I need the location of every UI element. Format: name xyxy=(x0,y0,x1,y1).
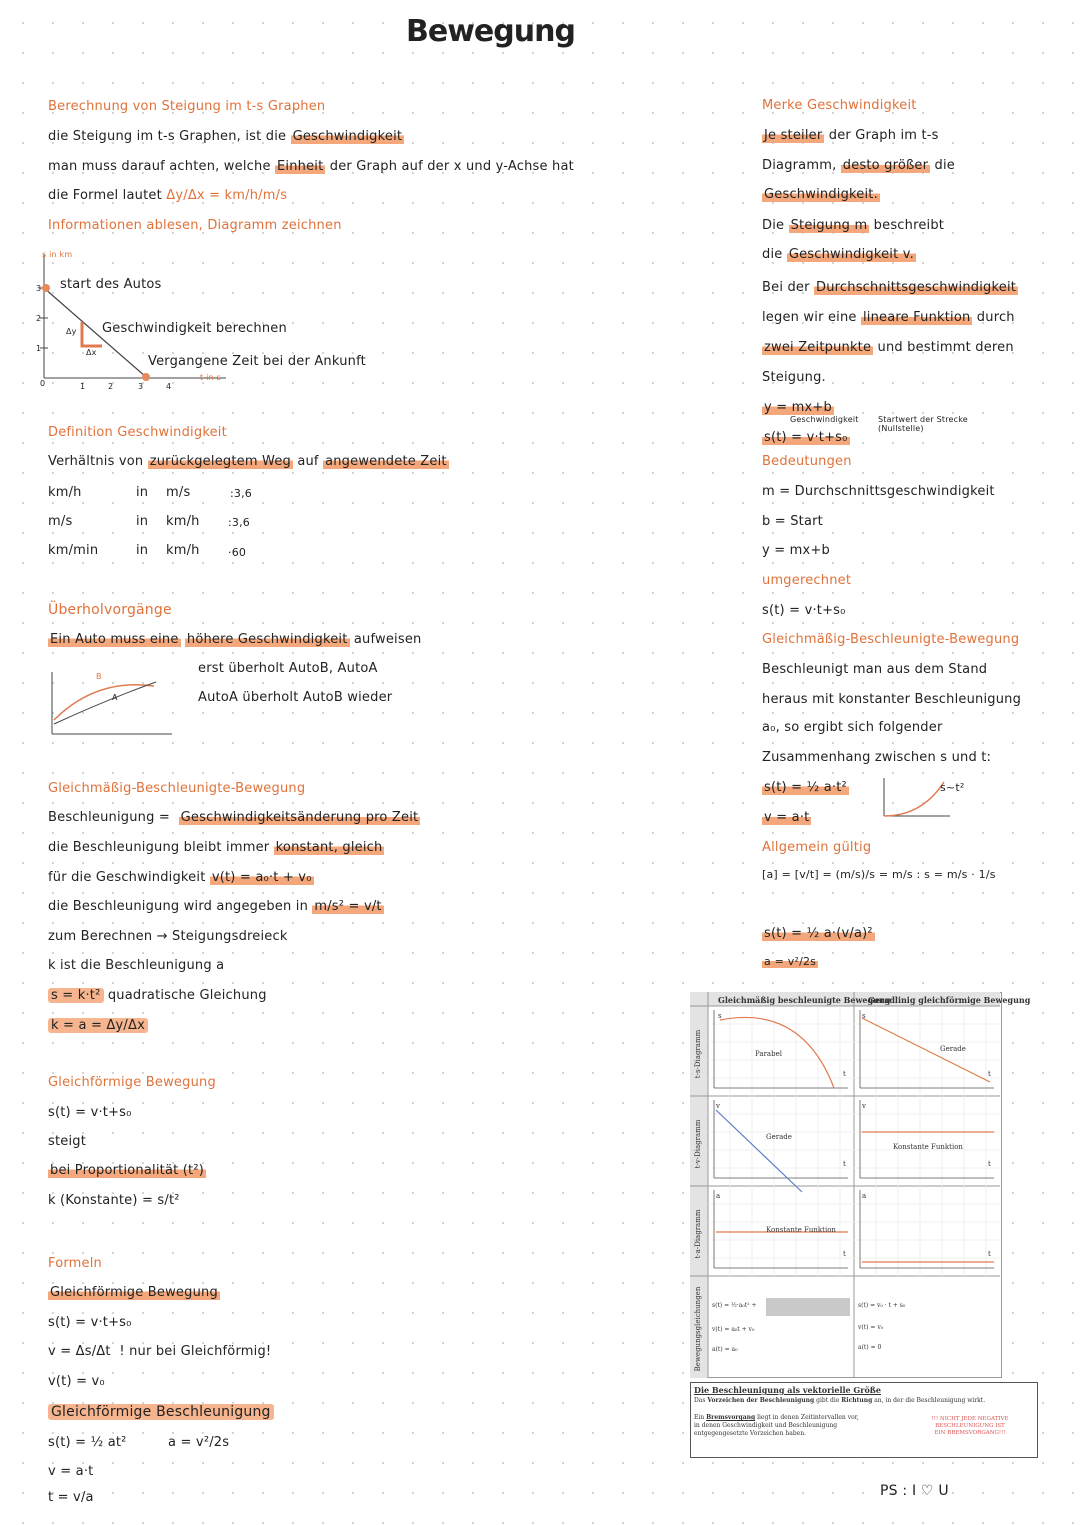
conv-op: :3,6 xyxy=(228,516,250,529)
tick-label: 1 xyxy=(36,344,42,353)
graph-label: start des Autos xyxy=(60,277,162,292)
axis-v: v xyxy=(862,1102,866,1110)
text-line: die Beschleunigung bleibt immer konstant, gleich xyxy=(48,840,383,855)
text-line: die Beschleunigung wird angegeben in m/s² = v/t xyxy=(48,899,382,914)
formula-unit: [a] = [v/t] = (m/s)/s = m/s : s = m/s · 1/s xyxy=(762,868,996,881)
graph-label: Konstante Funktion xyxy=(766,1226,836,1234)
conv-in: in xyxy=(136,485,149,500)
text-line: bei Proportionalität (t²) xyxy=(50,1163,205,1178)
text-line: s(t) = v·t+s₀ xyxy=(762,603,846,618)
text-line: erst überholt AutoB, AutoA xyxy=(198,661,378,676)
graph-overtake xyxy=(46,670,186,740)
tick-label: 4 xyxy=(166,382,172,391)
text-line: zwei Zeitpunkte und bestimmt deren xyxy=(764,340,1014,355)
graph-label: Geschwindigkeit berechnen xyxy=(102,321,287,336)
tick-label: 2 xyxy=(108,382,114,391)
text-line: s = k·t² quadratische Gleichung xyxy=(48,988,267,1004)
formula-ymxb: y = mx+b xyxy=(764,400,832,415)
heading-formeln: Formeln xyxy=(48,1256,102,1271)
equation: s(t) = ½·a₀t² + xyxy=(712,1302,757,1309)
formula-st-right: s(t) = ½ a·t² xyxy=(764,780,847,795)
note: Geschwindigkeit xyxy=(790,415,859,424)
box-line: Ein Bremsvorgang liegt in denen Zeitintervallen vor, xyxy=(694,1414,859,1421)
box-note: BESCHLEUNIGUNG IST xyxy=(935,1423,1005,1429)
graph-label: Vergangene Zeit bei der Ankunft xyxy=(148,354,366,369)
heading-gb-right: Gleichmäßig-Beschleunigte-Bewegung xyxy=(762,632,1020,647)
axis-t: t xyxy=(988,1070,991,1078)
graph-label: Konstante Funktion xyxy=(893,1143,963,1151)
tick-label: 0 xyxy=(40,379,46,388)
text-line: a = v²/2s xyxy=(168,1435,230,1450)
formula-s: s(t) = ½ a·(v/a)² xyxy=(764,926,873,941)
formula-a: a = v²/2s xyxy=(764,955,817,968)
graph-label: Gerade xyxy=(766,1133,792,1141)
note: Startwert der Strecke (Nullstelle) xyxy=(878,415,968,433)
axis-v: v xyxy=(716,1102,720,1110)
text-line: b = Start xyxy=(762,514,823,529)
text-line: Informationen ablesen, Diagramm zeichnen xyxy=(48,218,342,233)
heading-definition: Definition Geschwindigkeit xyxy=(48,425,227,440)
box-line: entgegengesetzte Vorzeichen haben. xyxy=(694,1430,806,1437)
axis-s: s xyxy=(862,1012,866,1020)
graph-label: Gerade xyxy=(940,1045,966,1053)
note: s~t² xyxy=(940,781,965,794)
text-line: AutoA überholt AutoB wieder xyxy=(198,690,393,705)
text-line: Geschwindigkeit. xyxy=(764,187,878,202)
conv-in: in xyxy=(136,543,149,558)
conv-a: km/min xyxy=(48,543,99,558)
heading-gfb: Gleichförmige Beschleunigung xyxy=(48,1404,274,1420)
conv-a: m/s xyxy=(48,514,73,529)
text-line: s(t) = v·t+s₀ xyxy=(48,1315,132,1330)
page-title: Bewegung xyxy=(406,14,575,49)
axis-a: a xyxy=(716,1192,721,1200)
text-line: Diagramm, desto größer die xyxy=(762,158,955,173)
text-line: Zusammenhang zwischen s und t: xyxy=(762,750,992,765)
heading-gb: Gleichmäßig-Beschleunigte-Bewegung xyxy=(48,781,306,796)
graph-dy: Δy xyxy=(66,327,77,336)
text-line: für die Geschwindigkeit v(t) = a₀·t + v₀ xyxy=(48,870,312,885)
axis-t: t xyxy=(988,1250,991,1258)
text-line: t = v/a xyxy=(48,1490,94,1505)
tick-label: 1 xyxy=(80,382,86,391)
formula-st: s(t) = v·t+s₀ xyxy=(764,430,848,445)
tick-label: 3 xyxy=(36,284,42,293)
graph-label-b: B xyxy=(96,672,102,681)
table-row-header: t-v-Diagramm xyxy=(694,1119,702,1169)
equation: v(t) = v₀ xyxy=(858,1324,884,1331)
text-line: man muss darauf achten, welche Einheit der Graph auf der x und y-Achse hat xyxy=(48,159,574,174)
box-title: Die Beschleunigung als vektorielle Größe xyxy=(694,1385,881,1395)
text-line: Gleichförmige Bewegung xyxy=(50,1285,218,1300)
table-col-header: Geradlinig gleichförmige Bewegung xyxy=(868,995,1031,1005)
ps-note: PS : I ♡ U xyxy=(880,1483,949,1499)
table-row-header: t-a-Diagramm xyxy=(694,1209,702,1259)
graph-dx: Δx xyxy=(86,348,97,357)
text-line: die Steigung im t-s Graphen, ist die Geschwindigkeit xyxy=(48,129,403,144)
text-line: Bei der Durchschnittsgeschwindigkeit xyxy=(762,280,1017,295)
conv-op: ·60 xyxy=(228,546,247,559)
text-line: Beschleunigung = Geschwindigkeitsänderung pro Zeit xyxy=(48,810,419,825)
text-line: Ein Auto muss eine höhere Geschwindigkeit aufweisen xyxy=(50,632,422,647)
tick-label: 2 xyxy=(36,314,42,323)
text-line: s(t) = ½ at² xyxy=(48,1435,127,1450)
graph-label: Parabel xyxy=(755,1050,782,1058)
heading-umgerechnet: umgerechnet xyxy=(762,573,852,588)
text-line: v = Δs/Δt ! nur bei Gleichförmig! xyxy=(48,1344,272,1359)
heading-gf: Gleichförmige Bewegung xyxy=(48,1075,216,1090)
text-line: Verhältnis von zurückgelegtem Weg auf angewendete Zeit xyxy=(48,454,447,469)
box-line: in denen Geschwindigkeit und Beschleunigung xyxy=(694,1422,838,1429)
text-line: zum Berechnen → Steigungsdreieck xyxy=(48,929,288,944)
text-line: v = a·t xyxy=(48,1464,94,1479)
text-line: Beschleunigt man aus dem Stand xyxy=(762,662,988,677)
table-row-header: t-s-Diagramm xyxy=(694,1029,702,1079)
text-line: legen wir eine lineare Funktion durch xyxy=(762,310,1015,325)
heading-ueberholvorgaenge: Überholvorgänge xyxy=(48,602,172,618)
conv-a: km/h xyxy=(48,485,82,500)
text-line: Die Steigung m beschreibt xyxy=(762,218,945,233)
equation: a(t) = 0 xyxy=(858,1344,882,1351)
equation: s(t) = v₀ · t + s₀ xyxy=(858,1302,906,1309)
text-line: heraus mit konstanter Beschleunigung xyxy=(762,692,1022,707)
text-line: k (Konstante) = s/t² xyxy=(48,1193,180,1208)
text-line: s(t) = v·t+s₀ xyxy=(48,1105,132,1120)
text-line: k ist die Beschleunigung a xyxy=(48,958,225,973)
text-line: die Geschwindigkeit v. xyxy=(762,247,914,262)
box-note: !!! NICHT JEDE NEGATIVE xyxy=(931,1416,1009,1422)
heading-allgemein: Allgemein gültig xyxy=(762,840,872,855)
text-line: die Formel lautet Δy/Δx = km/h/m/s xyxy=(48,188,288,203)
axis-a: a xyxy=(862,1192,867,1200)
text-line: a₀, so ergibt sich folgender xyxy=(762,720,943,735)
tick-label: 3 xyxy=(138,382,144,391)
conv-b: m/s xyxy=(166,485,191,500)
conv-op: :3,6 xyxy=(230,487,252,500)
heading-merke: Merke Geschwindigkeit xyxy=(762,98,917,113)
text-line: y = mx+b xyxy=(762,543,830,558)
axis-t: t xyxy=(843,1070,846,1078)
heading-steigung: Berechnung von Steigung im t-s Graphen xyxy=(48,99,326,114)
equation: v(t) = a₀t + v₀ xyxy=(712,1326,755,1333)
axis-t: t xyxy=(843,1250,846,1258)
axis-t: t xyxy=(843,1160,846,1168)
equation: a(t) = a₀ xyxy=(712,1346,738,1353)
text-line: k = a = Δy/Δx xyxy=(48,1018,148,1034)
text-line: m = Durchschnittsgeschwindigkeit xyxy=(762,484,995,499)
graph-label-a: A xyxy=(112,693,118,702)
heading-bedeutungen: Bedeutungen xyxy=(762,454,852,469)
conv-in: in xyxy=(136,514,149,529)
conv-b: km/h xyxy=(166,514,200,529)
text-line: v(t) = v₀ xyxy=(48,1374,105,1389)
box-note: EIN BREMSVORGANG!!! xyxy=(934,1430,1006,1436)
text-line: steigt xyxy=(48,1134,87,1149)
table-col-header: Gleichmäßig beschleunigte Bewegung xyxy=(718,995,891,1005)
text-line: Je steiler der Graph im t-s xyxy=(764,128,939,143)
table-row-header: Bewegungsgleichungen xyxy=(694,1286,702,1372)
axis-label: s in km xyxy=(42,250,73,259)
axis-s: s xyxy=(718,1012,722,1020)
formula-v: v = a·t xyxy=(764,810,810,825)
text-line: Steigung. xyxy=(762,370,826,385)
axis-t: t xyxy=(988,1160,991,1168)
box-line: Das Vorzeichen der Beschleunigung gibt die Richtung an, in der die Beschleunigung wirkt. xyxy=(694,1397,986,1404)
axis-label: t in s xyxy=(200,373,221,382)
conv-b: km/h xyxy=(166,543,200,558)
